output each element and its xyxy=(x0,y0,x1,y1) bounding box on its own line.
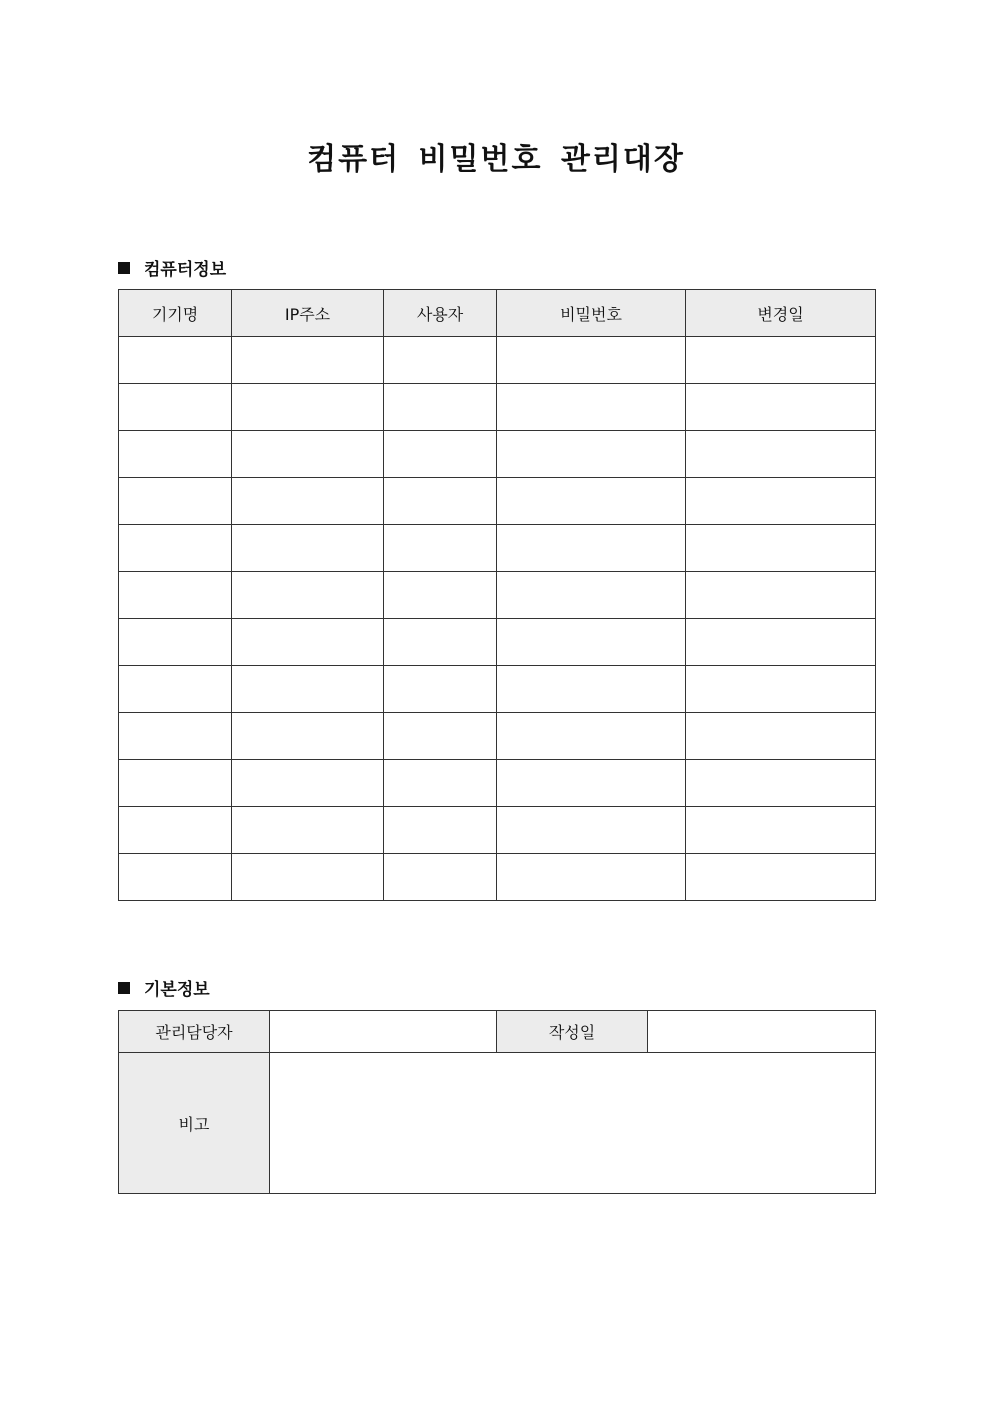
column-header-device-name: 기기명 xyxy=(119,290,232,337)
cell-ip-address[interactable] xyxy=(232,431,384,478)
cell-user[interactable] xyxy=(384,431,497,478)
cell-device-name[interactable] xyxy=(119,760,232,807)
date-label: 작성일 xyxy=(497,1011,648,1053)
table-row xyxy=(119,807,876,854)
cell-user[interactable] xyxy=(384,337,497,384)
cell-password[interactable] xyxy=(497,525,686,572)
cell-device-name[interactable] xyxy=(119,572,232,619)
cell-password[interactable] xyxy=(497,760,686,807)
cell-ip-address[interactable] xyxy=(232,525,384,572)
cell-user[interactable] xyxy=(384,478,497,525)
cell-password[interactable] xyxy=(497,854,686,901)
computer-info-table xyxy=(118,289,876,901)
cell-ip-address[interactable] xyxy=(232,713,384,760)
computer-info-heading-label: 컴퓨터정보 xyxy=(144,260,227,280)
table-row xyxy=(119,525,876,572)
cell-ip-address[interactable] xyxy=(232,807,384,854)
page-title: 컴퓨터 비밀번호 관리대장 xyxy=(307,142,685,177)
table-row xyxy=(119,337,876,384)
cell-ip-address[interactable] xyxy=(232,384,384,431)
computer-info-heading xyxy=(118,255,226,280)
basic-info-heading-label: 기본정보 xyxy=(144,980,210,1000)
cell-ip-address[interactable] xyxy=(232,666,384,713)
table-row xyxy=(119,478,876,525)
table-row xyxy=(119,384,876,431)
cell-user[interactable] xyxy=(384,854,497,901)
table-row xyxy=(119,1053,876,1194)
manager-field[interactable] xyxy=(270,1011,497,1053)
cell-ip-address[interactable] xyxy=(232,478,384,525)
cell-change-date[interactable] xyxy=(686,760,876,807)
cell-change-date[interactable] xyxy=(686,572,876,619)
column-header-change-date: 변경일 xyxy=(686,290,876,337)
cell-password[interactable] xyxy=(497,384,686,431)
cell-ip-address[interactable] xyxy=(232,337,384,384)
column-header-ip-address: IP주소 xyxy=(232,290,384,337)
cell-user[interactable] xyxy=(384,760,497,807)
cell-change-date[interactable] xyxy=(686,854,876,901)
cell-password[interactable] xyxy=(497,807,686,854)
remarks-field[interactable] xyxy=(270,1053,876,1194)
cell-device-name[interactable] xyxy=(119,713,232,760)
cell-change-date[interactable] xyxy=(686,384,876,431)
basic-info-table xyxy=(118,1010,876,1194)
cell-user[interactable] xyxy=(384,666,497,713)
table-row xyxy=(119,713,876,760)
basic-info-heading xyxy=(118,975,210,1000)
cell-change-date[interactable] xyxy=(686,478,876,525)
cell-user[interactable] xyxy=(384,572,497,619)
cell-change-date[interactable] xyxy=(686,431,876,478)
cell-user[interactable] xyxy=(384,807,497,854)
cell-change-date[interactable] xyxy=(686,666,876,713)
cell-change-date[interactable] xyxy=(686,807,876,854)
table-row xyxy=(119,1011,876,1053)
cell-device-name[interactable] xyxy=(119,525,232,572)
cell-device-name[interactable] xyxy=(119,854,232,901)
cell-ip-address[interactable] xyxy=(232,572,384,619)
cell-device-name[interactable] xyxy=(119,478,232,525)
table-row xyxy=(119,854,876,901)
cell-device-name[interactable] xyxy=(119,807,232,854)
cell-device-name[interactable] xyxy=(119,384,232,431)
cell-ip-address[interactable] xyxy=(232,854,384,901)
table-row xyxy=(119,666,876,713)
table-header-row xyxy=(119,290,876,337)
table-row xyxy=(119,431,876,478)
cell-change-date[interactable] xyxy=(686,619,876,666)
table-row xyxy=(119,760,876,807)
remarks-label: 비고 xyxy=(119,1053,270,1194)
cell-change-date[interactable] xyxy=(686,525,876,572)
cell-password[interactable] xyxy=(497,619,686,666)
cell-user[interactable] xyxy=(384,713,497,760)
square-bullet-icon xyxy=(118,982,130,994)
cell-password[interactable] xyxy=(497,337,686,384)
table-row xyxy=(119,619,876,666)
cell-device-name[interactable] xyxy=(119,337,232,384)
date-field[interactable] xyxy=(648,1011,876,1053)
cell-user[interactable] xyxy=(384,384,497,431)
cell-ip-address[interactable] xyxy=(232,760,384,807)
cell-change-date[interactable] xyxy=(686,337,876,384)
cell-device-name[interactable] xyxy=(119,431,232,478)
cell-password[interactable] xyxy=(497,666,686,713)
cell-ip-address[interactable] xyxy=(232,619,384,666)
column-header-user: 사용자 xyxy=(384,290,497,337)
cell-password[interactable] xyxy=(497,713,686,760)
manager-label: 관리담당자 xyxy=(119,1011,270,1053)
cell-device-name[interactable] xyxy=(119,666,232,713)
cell-user[interactable] xyxy=(384,525,497,572)
cell-password[interactable] xyxy=(497,431,686,478)
cell-device-name[interactable] xyxy=(119,619,232,666)
cell-password[interactable] xyxy=(497,572,686,619)
column-header-password: 비밀번호 xyxy=(497,290,686,337)
cell-user[interactable] xyxy=(384,619,497,666)
table-row xyxy=(119,572,876,619)
cell-password[interactable] xyxy=(497,478,686,525)
cell-change-date[interactable] xyxy=(686,713,876,760)
square-bullet-icon xyxy=(118,262,130,274)
